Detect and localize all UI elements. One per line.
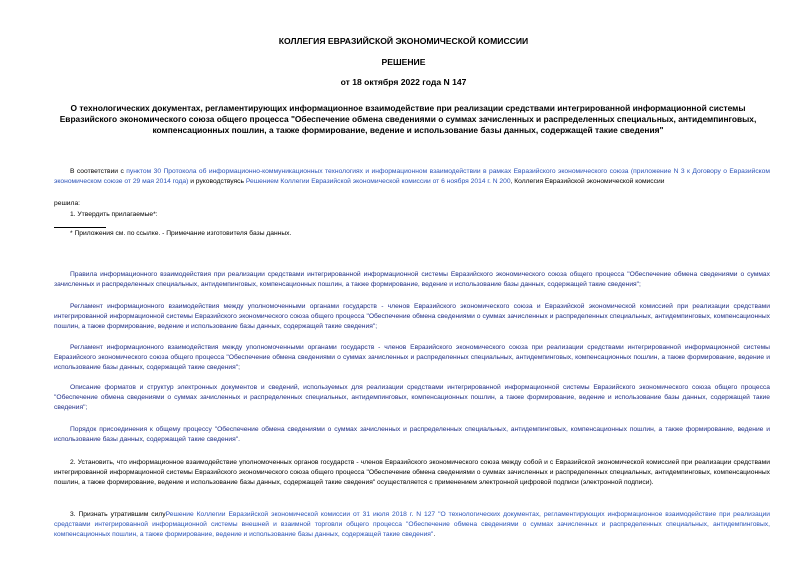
approved-doc-regulation-states[interactable]: Регламент информационного взаимодействия между уполномоченными органами государств - членов Евразийского экономического союза при реализации средствами интегрированной информационной системы Евразийского экономического союза общего процесса "Обеспечение обмена сведениями о суммах зачисленных и распределенных специальных, антидемпинговых, компенсационных пошлин, а также формирование, ведение и использование базы данных, содержащей такие сведения"; — [54, 344, 770, 372]
item-3-suffix: . — [433, 531, 436, 539]
intro-middle: и руководствуясь — [188, 178, 246, 186]
intro-prefix: В соответствии с — [70, 168, 127, 175]
item-2: 2. Установить, что информационное взаимодействие уполномоченных органов государств - членов Евразийского экономического союза между собой и с Евразийской экономической комиссией при реализации средствами интегрированной информационной системы Евразийского экономического союза общего процесса "Обеспечение обмена сведениями о суммах зачисленных и распределенных специальных, антидемпинговых, компенсационных пошлин, а также формирование, ведение и использование базы данных, содержащей такие сведения" осуществляется с применением электронной цифровой подписи (электронной подписи). — [54, 459, 770, 487]
item-1: 1. Утвердить прилагаемые*: — [70, 211, 158, 218]
footnote-divider — [54, 227, 106, 228]
decided-label: решила: — [54, 200, 81, 207]
repealed-decision-link[interactable]: Решение Коллегии Евразийской экономической комиссии от 31 июля 2018 г. N 127 "О технологических документах, регламентирующих информационное взаимодействие при реализации средствами интегрированной информационной системы внешней и взаимной торговли общего процесса "Обеспечение обмена сведениями о суммах зачисленных и распределенных специальных, антидемпинговых, компенсационных пошлин, а также формирование, ведение и использование базы данных, содержащей такие сведения" — [54, 511, 770, 539]
approved-doc-formats[interactable]: Описание форматов и структур электронных документов и сведений, используемых для реализации средствами интегрированной информационной системы Евразийского экономического союза общего процесса "Обеспечение обмена сведениями о суммах зачисленных и распределенных специальных, антидемпинговых, компенсационных пошлин, а также формирование, ведение и использование базы данных, содержащей такие сведения"; — [54, 384, 770, 412]
item-3-prefix: 3. Признать утратившим силу — [70, 511, 166, 518]
intro-paragraph — [54, 167, 770, 187]
org-name: КОЛЛЕГИЯ ЕВРАЗИЙСКОЙ ЭКОНОМИЧЕСКОЙ КОМИССИИ — [278, 36, 529, 46]
footnote: * Приложения см. по ссылке. - Примечание изготовителя базы данных. — [70, 230, 292, 237]
intro-suffix: , Коллегия Евразийской экономической комиссии — [510, 178, 665, 186]
approved-doc-rules[interactable]: Правила информационного взаимодействия при реализации средствами интегрированной информационной системы Евразийского экономического союза общего процесса "Обеспечение обмена сведениями о суммах зачисленных и распределенных специальных, антидемпинговых, компенсационных пошлин, а также формирование, ведение и использование базы данных, содержащей такие сведения"; — [54, 271, 770, 289]
document-title: О технологических документах, регламентирующих информационное взаимодействие при реализации средствами интегрированной информационной системы Евразийского экономического союза общего процесса "Обеспечение обмена сведениями о суммах зачисленных и распределенных специальных, антидемпинговых, компенсационных пошлин, а также формирование, ведение и использование базы данных, содержащей такие сведения" — [59, 103, 757, 136]
item-3 — [54, 510, 770, 541]
protocol-link[interactable]: пунктом 30 Протокола об информационно-коммуникационных технологиях и информационном взаимодействии в рамках Евразийского экономического союза (приложение N 3 к Договору о Евразийском экономическом союзе от 29 мая 2014 года) — [54, 168, 770, 186]
decision-200-link[interactable]: Решением Коллегии Евразийской экономической комиссии от 6 ноября 2014 г. N 200 — [245, 178, 511, 186]
document-type: РЕШЕНИЕ — [381, 57, 426, 67]
approved-doc-regulation-eec[interactable]: Регламент информационного взаимодействия между уполномоченными органами государств - членов Евразийского экономического союза и Евразийской экономической комиссией при реализации средствами интегрированной информационной системы Евразийского экономического союза общего процесса "Обеспечение обмена сведениями о суммах зачисленных и распределенных специальных, антидемпинговых, компенсационных пошлин, а также формирование, ведение и использование базы данных, содержащей такие сведения"; — [54, 303, 770, 331]
document-date: от 18 октября 2022 года N 147 — [340, 77, 467, 87]
approved-doc-joining-order[interactable]: Порядок присоединения к общему процессу "Обеспечение обмена сведениями о суммах зачисленных и распределенных специальных, антидемпинговых, компенсационных пошлин, а также формирование, ведение и использование базы данных, содержащей такие сведения". — [54, 426, 770, 444]
